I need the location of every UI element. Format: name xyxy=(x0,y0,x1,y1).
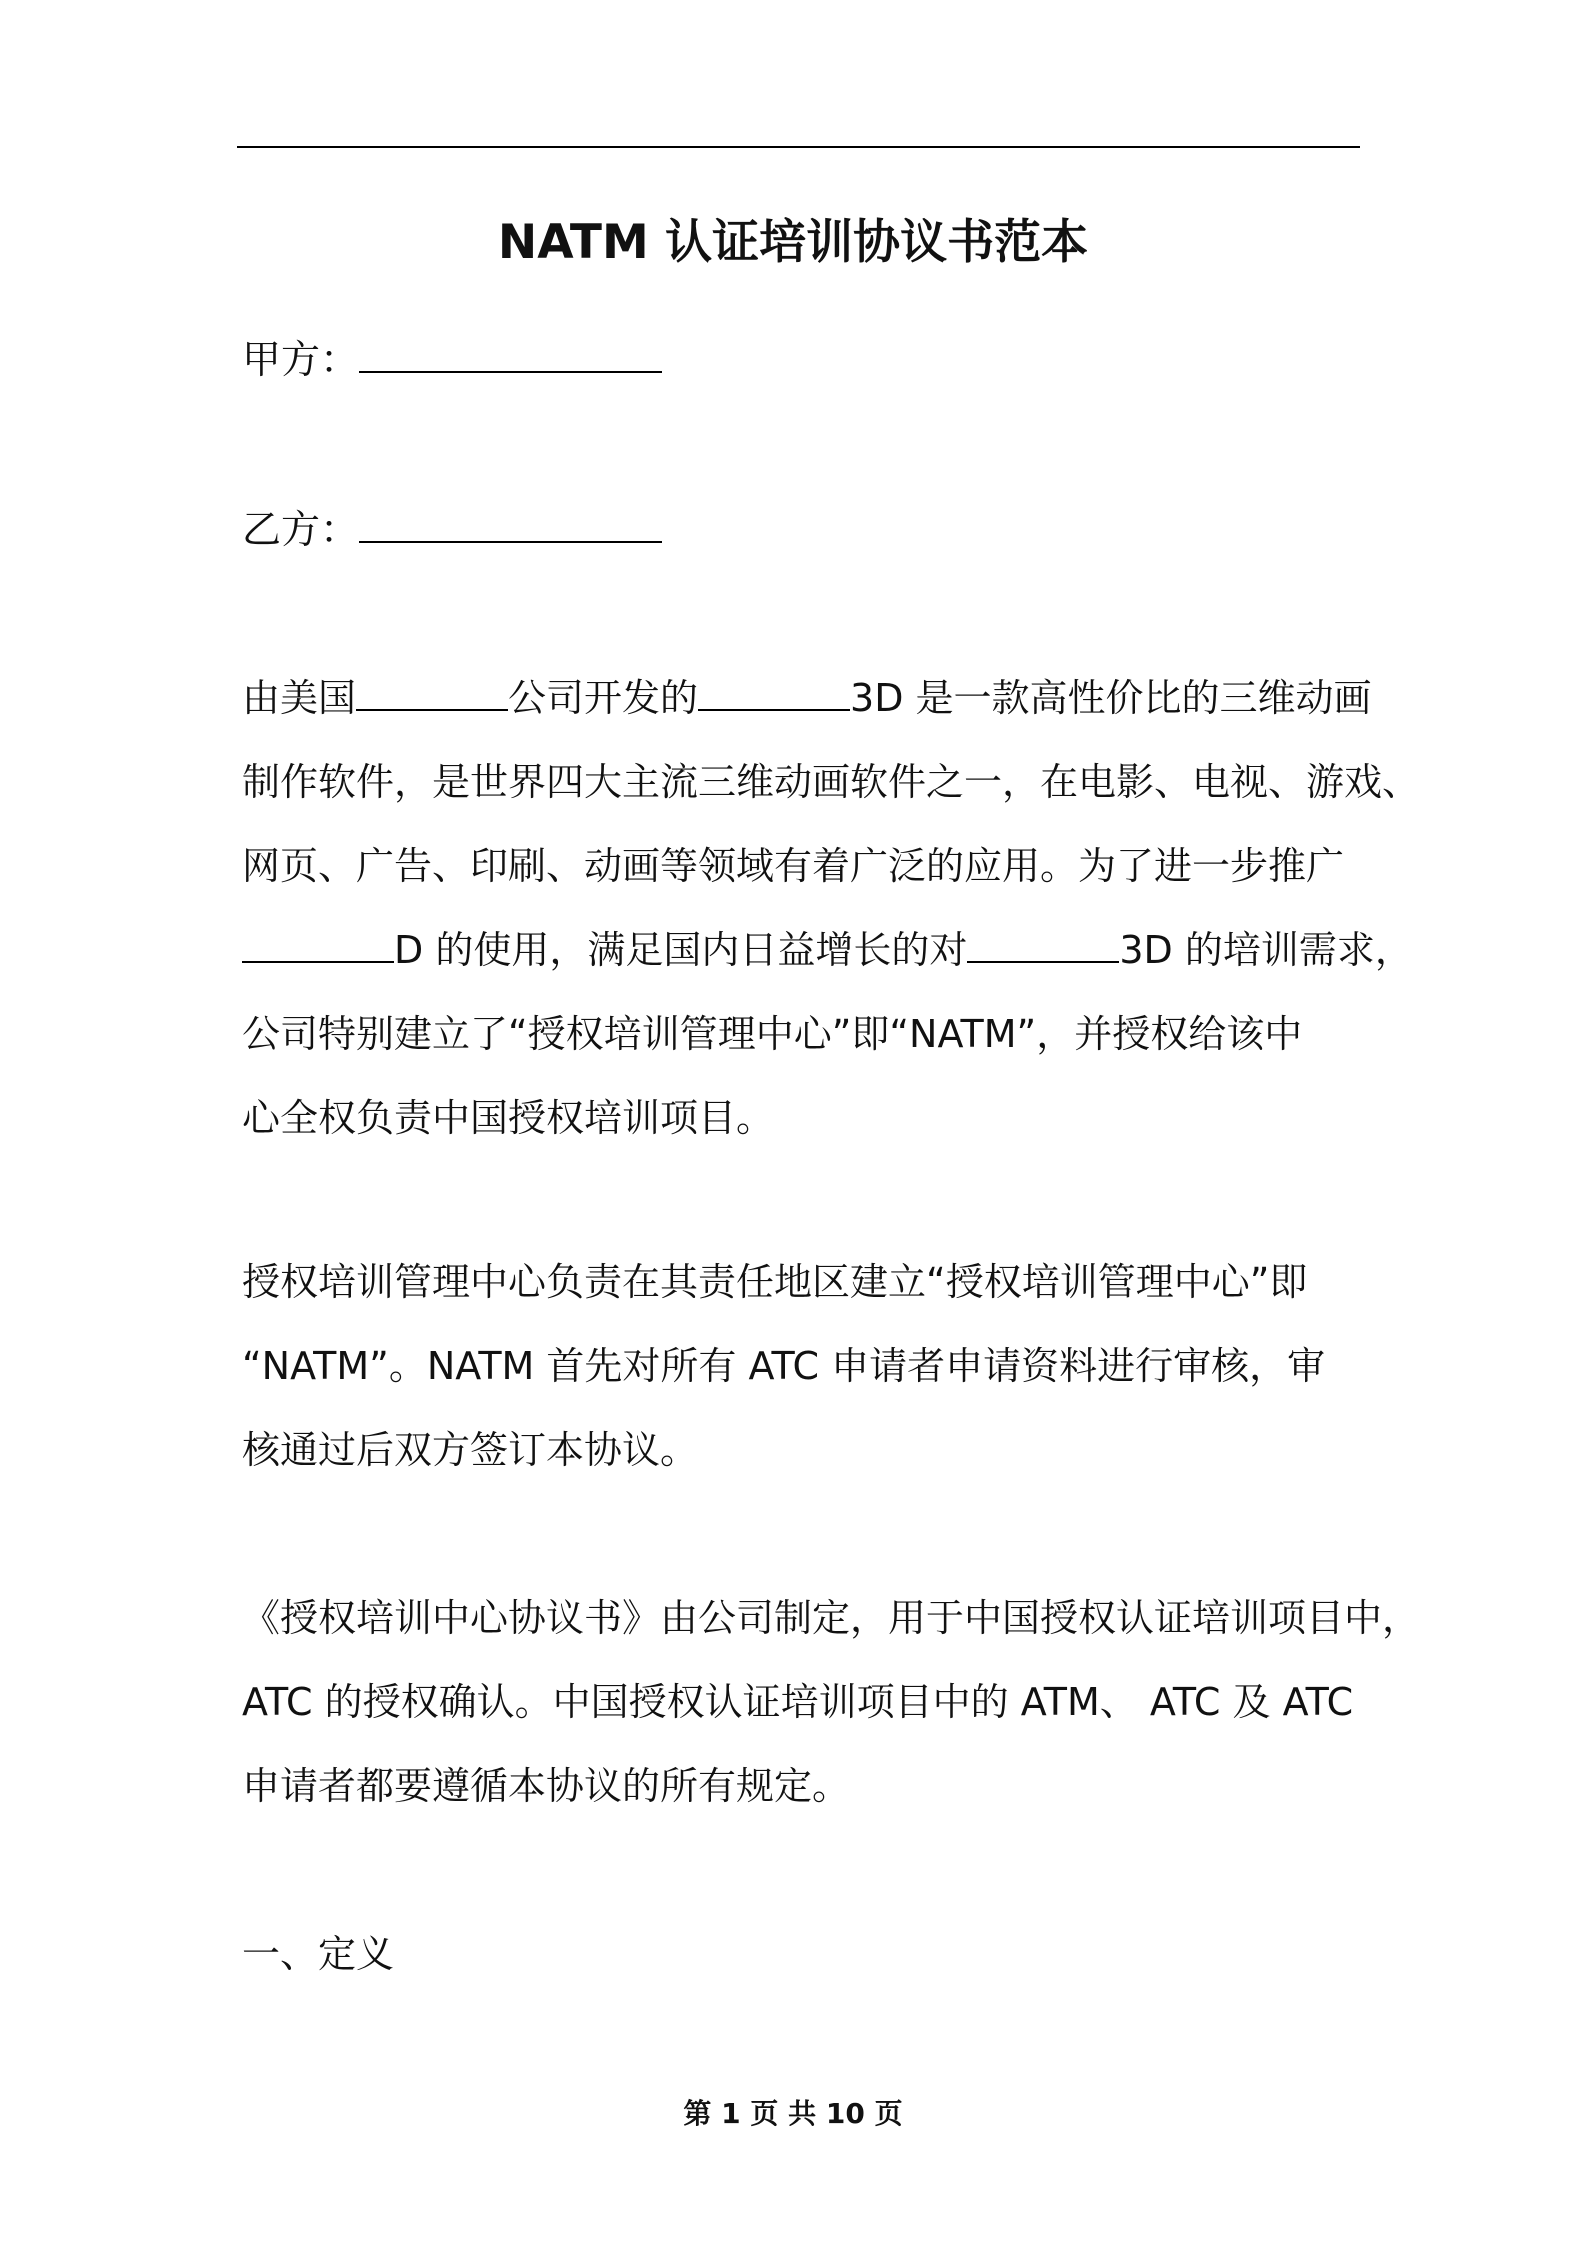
paragraph-line xyxy=(242,656,1392,740)
party-b-blank[interactable] xyxy=(359,541,662,543)
party-b-label: 乙方： xyxy=(242,508,360,553)
fill-blank[interactable] xyxy=(698,709,850,711)
fill-blank[interactable] xyxy=(356,709,508,711)
paragraph-line: 核通过后双方签订本协议。 xyxy=(242,1428,699,1472)
party-a-label: 甲方： xyxy=(242,338,360,383)
paragraph-line: 申请者都要遵循本协议的所有规定。 xyxy=(242,1764,851,1808)
paragraph-line: 公司特别建立了“授权培训管理中心”即“NATM”，并授权给该中 xyxy=(242,1012,1303,1056)
fill-blank[interactable] xyxy=(967,961,1119,963)
party-a-blank[interactable] xyxy=(359,371,662,373)
paragraph-line: 心全权负责中国授权培训项目。 xyxy=(242,1096,775,1140)
section-heading-definitions: 一、定义 xyxy=(242,1932,395,1976)
paragraph-intro xyxy=(242,656,1421,1160)
paragraph-line xyxy=(242,908,1413,992)
document-title: NATM 认证培训协议书范本 xyxy=(497,215,1089,270)
paragraph-line: “NATM”。NATM 首先对所有 ATC 申请者申请资料进行审核，审 xyxy=(242,1344,1326,1388)
text-run: 3D 的培训需求， xyxy=(1119,928,1413,972)
text-run: 公司开发的 xyxy=(508,676,699,720)
page-footer: 第 1 页 共 10 页 xyxy=(683,2097,903,2130)
paragraph-line: ATC 的授权确认。中国授权认证培训项目中的 ATM、 ATC 及 ATC xyxy=(242,1680,1354,1724)
fill-blank[interactable] xyxy=(242,961,394,963)
text-run: 由美国 xyxy=(242,676,357,720)
party-b-line xyxy=(242,503,662,559)
text-run: D 的使用，满足国内日益增长的对 xyxy=(394,928,968,972)
paragraph-line: 《授权培训中心协议书》由公司制定，用于中国授权认证培训项目中， xyxy=(242,1596,1421,1640)
paragraph-natm xyxy=(242,1240,1392,1492)
header-rule xyxy=(237,146,1360,148)
text-run: 3D 是一款高性价比的三维动画 xyxy=(850,676,1372,720)
paragraph-line: 网页、广告、印刷、动画等领域有着广泛的应用。为了进一步推广 xyxy=(242,844,1345,888)
party-a-line xyxy=(242,333,662,389)
paragraph-line: 授权培训管理中心负责在其责任地区建立“授权培训管理中心”即 xyxy=(242,1260,1308,1304)
paragraph-line: 制作软件，是世界四大主流三维动画软件之一，在电影、电视、游戏、 xyxy=(242,760,1421,804)
paragraph-agreement xyxy=(242,1576,1421,1828)
